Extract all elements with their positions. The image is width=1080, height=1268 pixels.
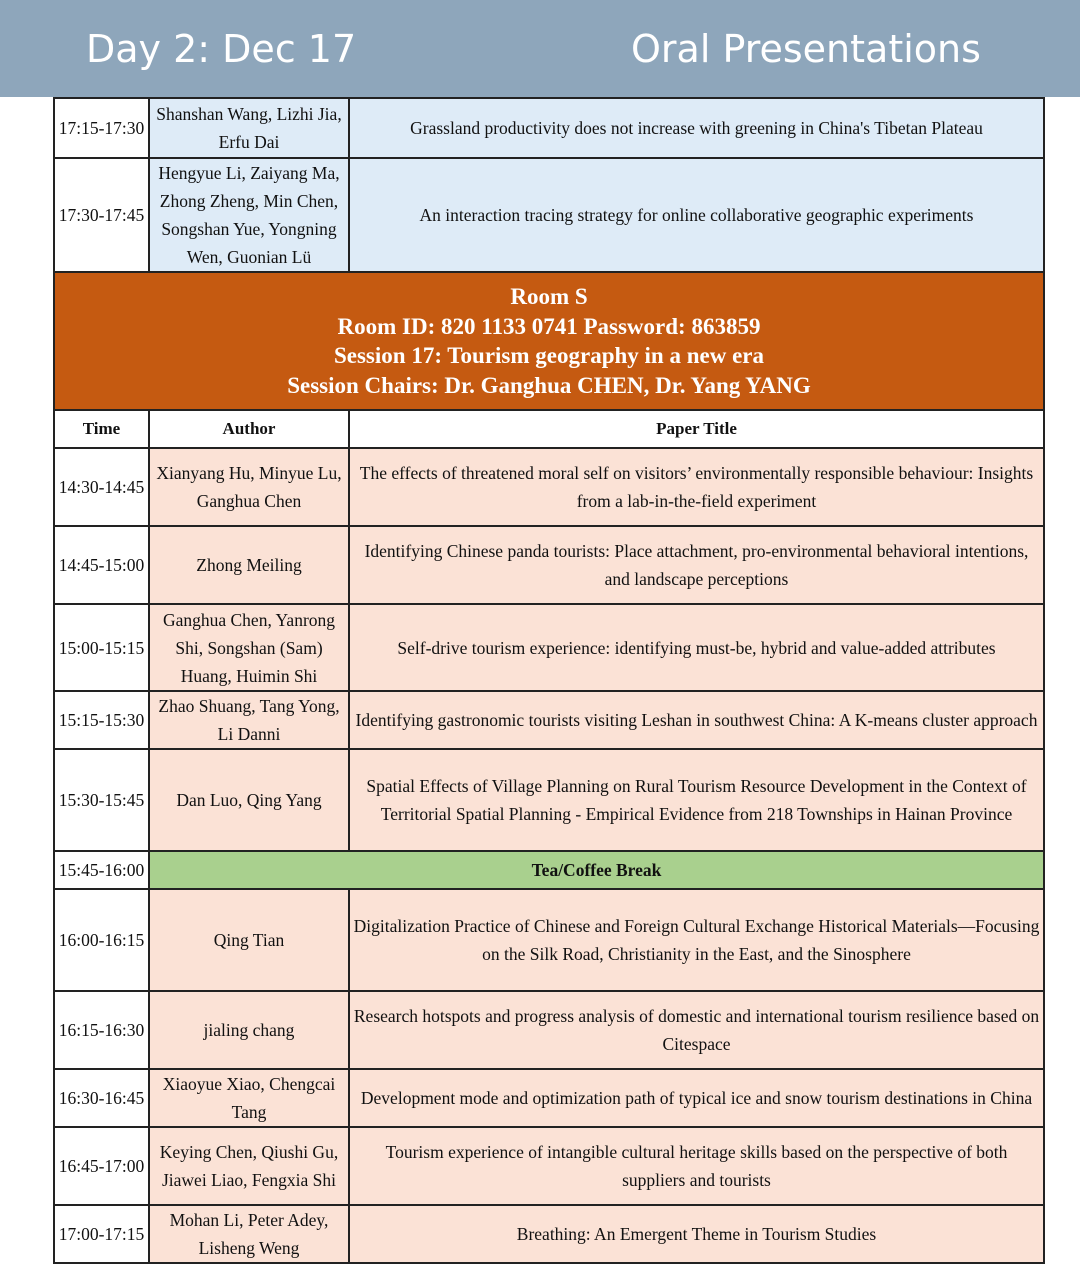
- table-row: [54, 1127, 1044, 1205]
- room-name: Room S: [510, 284, 588, 309]
- break-label: Tea/Coffee Break: [149, 851, 1044, 889]
- author-cell: Zhong Meiling: [149, 526, 349, 604]
- time-cell: 15:45-16:00: [54, 851, 149, 889]
- session-title: Session 17: Tourism geography in a new era: [333, 343, 764, 368]
- room-session-header: [54, 272, 1044, 410]
- paper-title-cell: Identifying Chinese panda tourists: Place attachment, pro-environmental behavioral intentions, and landscape perceptions: [349, 526, 1044, 604]
- author-cell: Mohan Li, Peter Adey, Lisheng Weng: [149, 1205, 349, 1263]
- time-cell: 16:00-16:15: [54, 889, 149, 991]
- day-label: Day 2: Dec 17: [86, 27, 357, 71]
- time-cell: 16:45-17:00: [54, 1127, 149, 1205]
- author-cell: Xiaoyue Xiao, Chengcai Tang: [149, 1069, 349, 1127]
- author-cell: Xianyang Hu, Minyue Lu, Ganghua Chen: [149, 448, 349, 526]
- time-cell: 14:30-14:45: [54, 448, 149, 526]
- table-row: [54, 691, 1044, 749]
- author-cell: Keying Chen, Qiushi Gu, Jiawei Liao, Fengxia Shi: [149, 1127, 349, 1205]
- time-cell: 15:00-15:15: [54, 604, 149, 691]
- author-cell: Dan Luo, Qing Yang: [149, 749, 349, 851]
- table-row: [54, 98, 1044, 158]
- paper-title-cell: Identifying gastronomic tourists visiting Leshan in southwest China: A K-means cluster approach: [349, 691, 1044, 749]
- paper-title-cell: An interaction tracing strategy for online collaborative geographic experiments: [349, 158, 1044, 272]
- author-cell: Zhao Shuang, Tang Yong, Li Danni: [149, 691, 349, 749]
- table-row: [54, 448, 1044, 526]
- author-cell: jialing chang: [149, 991, 349, 1069]
- time-cell: 15:15-15:30: [54, 691, 149, 749]
- author-cell: Ganghua Chen, Yanrong Shi, Songshan (Sam) Huang, Huimin Shi: [149, 604, 349, 691]
- paper-title-cell: Breathing: An Emergent Theme in Tourism Studies: [349, 1205, 1044, 1263]
- author-cell: Qing Tian: [149, 889, 349, 991]
- time-cell: 16:30-16:45: [54, 1069, 149, 1127]
- table-row: [54, 749, 1044, 851]
- paper-title-cell: Grassland productivity does not increase with greening in China's Tibetan Plateau: [349, 98, 1044, 158]
- session-chairs: Session Chairs: Dr. Ganghua CHEN, Dr. Yang YANG: [287, 372, 811, 398]
- time-cell: 14:45-15:00: [54, 526, 149, 604]
- column-header-author: Author: [149, 410, 349, 448]
- author-cell: Shanshan Wang, Lizhi Jia, Erfu Dai: [149, 98, 349, 158]
- time-cell: 17:15-17:30: [54, 98, 149, 158]
- room-id-password: Room ID: 820 1133 0741 Password: 863859: [337, 313, 761, 339]
- column-header-time: Time: [54, 410, 149, 448]
- paper-title-cell: Research hotspots and progress analysis of domestic and international tourism resilience based on Citespace: [349, 991, 1044, 1069]
- paper-title-cell: The effects of threatened moral self on visitors’ environmentally responsible behaviour: Insights from a lab-in-the-field experiment: [349, 448, 1044, 526]
- time-cell: 15:30-15:45: [54, 749, 149, 851]
- table-row: [54, 991, 1044, 1069]
- time-cell: 17:30-17:45: [54, 158, 149, 272]
- author-cell: Hengyue Li, Zaiyang Ma, Zhong Zheng, Min Chen, Songshan Yue, Yongning Wen, Guonian Lü: [149, 158, 349, 272]
- paper-title-cell: Self-drive tourism experience: identifying must-be, hybrid and value-added attributes: [349, 604, 1044, 691]
- paper-title-cell: Spatial Effects of Village Planning on Rural Tourism Resource Development in the Context of Territorial Spatial Planning - Empirical Evidence from 218 Townships in Hainan Province: [349, 749, 1044, 851]
- paper-title-cell: Tourism experience of intangible cultural heritage skills based on the perspective of both suppliers and tourists: [349, 1127, 1044, 1205]
- table-row: [54, 604, 1044, 691]
- time-cell: 16:15-16:30: [54, 991, 149, 1069]
- section-label: Oral Presentations: [631, 27, 981, 71]
- paper-title-cell: Development mode and optimization path of typical ice and snow tourism destinations in China: [349, 1069, 1044, 1127]
- page-header-banner: [0, 0, 1080, 97]
- table-row: [54, 158, 1044, 272]
- table-row: [54, 1069, 1044, 1127]
- column-header-title: Paper Title: [349, 410, 1044, 448]
- paper-title-cell: Digitalization Practice of Chinese and Foreign Cultural Exchange Historical Materials—Focusing on the Silk Road, Christianity in the East, and the Sinosphere: [349, 889, 1044, 991]
- table-row: [54, 1205, 1044, 1263]
- table-row: [54, 526, 1044, 604]
- break-row: [54, 851, 1044, 889]
- room-info-cell: [54, 272, 1044, 410]
- table-row: [54, 889, 1044, 991]
- schedule-table: [53, 97, 1045, 1264]
- column-header-row: [54, 410, 1044, 448]
- time-cell: 17:00-17:15: [54, 1205, 149, 1263]
